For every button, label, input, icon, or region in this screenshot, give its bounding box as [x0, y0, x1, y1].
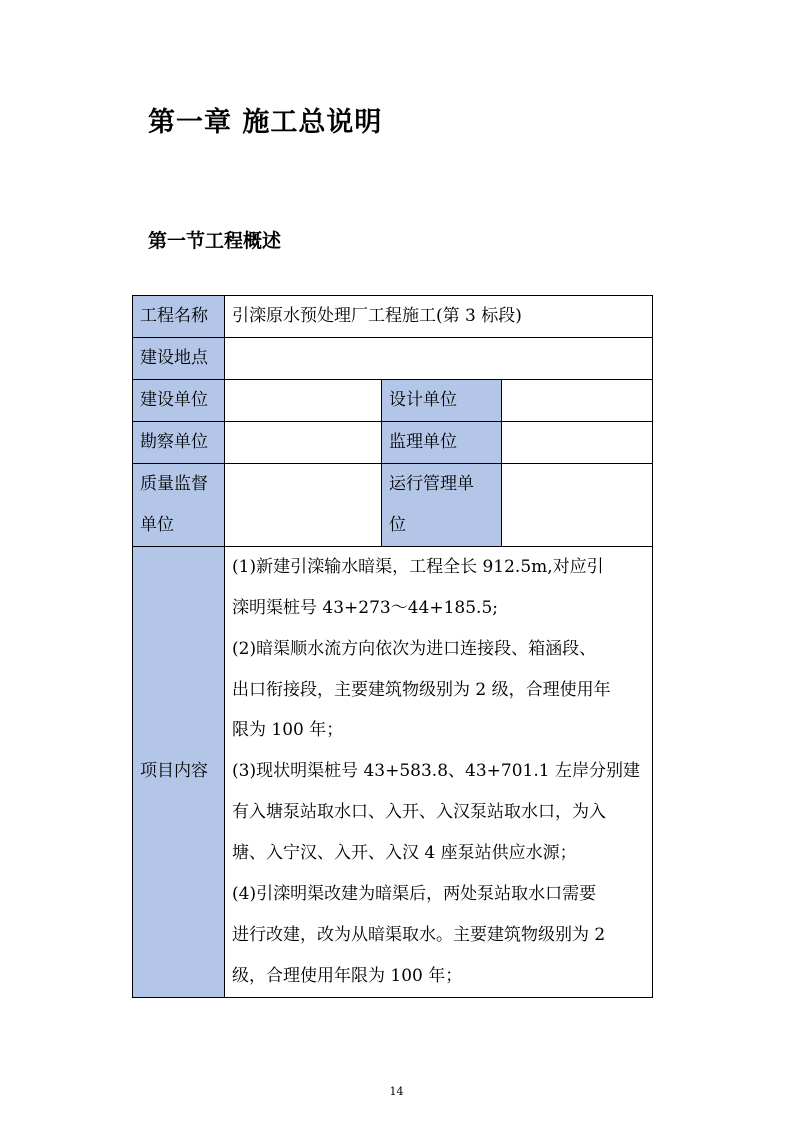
content-line: 滦明渠桩号 43+273～44+185.5;: [232, 597, 498, 618]
content-line: (4)引滦明渠改建为暗渠后，两处泵站取水口需要: [232, 884, 597, 905]
owner-label: 建设单位: [133, 380, 225, 422]
content-line: 塘、入宁汉、入开、入汉 4 座泵站供应水源；: [232, 843, 577, 864]
operation-label: [382, 464, 502, 547]
content-label: 项目内容: [133, 546, 225, 997]
table-row: [133, 338, 653, 380]
content-line: 级，合理使用年限为 100 年；: [232, 965, 463, 986]
project-name-value: 引滦原水预处理厂工程施工(第 3 标段): [225, 296, 653, 338]
quality-label-line1: 质量监督: [140, 474, 208, 494]
content-line: 有入塘泵站取水口、入开、入汉泵站取水口，为入: [232, 802, 606, 823]
section-title: 第一节工程概述: [148, 230, 282, 252]
supervisor-value: [502, 422, 653, 464]
designer-value: [502, 380, 653, 422]
content-value: [225, 546, 653, 997]
content-line: 进行改建，改为从暗渠取水。主要建筑物级别为 2: [232, 924, 606, 945]
content-line: (3)现状明渠桩号 43+583.8、43+701.1 左岸分别建: [232, 761, 640, 782]
table-row: [133, 296, 653, 338]
operation-label-line1: 运行管理单: [389, 474, 474, 494]
operation-label-line2: 位: [389, 514, 406, 535]
content-line: (1)新建引滦输水暗渠，工程全长 912.5m,对应引: [232, 556, 604, 577]
table-row: [133, 380, 653, 422]
quality-label-line2: 单位: [140, 514, 174, 535]
table-row: [133, 546, 653, 997]
chapter-title: 第一章 施工总说明: [148, 107, 383, 138]
page-number: 14: [389, 1085, 404, 1098]
owner-value: [225, 380, 382, 422]
designer-label: 设计单位: [382, 380, 502, 422]
project-name-label: 工程名称: [133, 296, 225, 338]
quality-value: [225, 464, 382, 547]
content-line: 出口衔接段，主要建筑物级别为 2 级，合理使用年: [232, 679, 611, 700]
site-label: 建设地点: [133, 338, 225, 380]
supervisor-label: 监理单位: [382, 422, 502, 464]
project-overview-table: [132, 295, 653, 998]
content-line: 限为 100 年；: [232, 720, 344, 741]
quality-label: [133, 464, 225, 547]
table-row: [133, 464, 653, 547]
operation-value: [502, 464, 653, 547]
survey-value: [225, 422, 382, 464]
survey-label: 勘察单位: [133, 422, 225, 464]
content-line: (2)暗渠顺水流方向依次为进口连接段、箱涵段、: [232, 638, 597, 659]
site-value: [225, 338, 653, 380]
table-row: [133, 422, 653, 464]
